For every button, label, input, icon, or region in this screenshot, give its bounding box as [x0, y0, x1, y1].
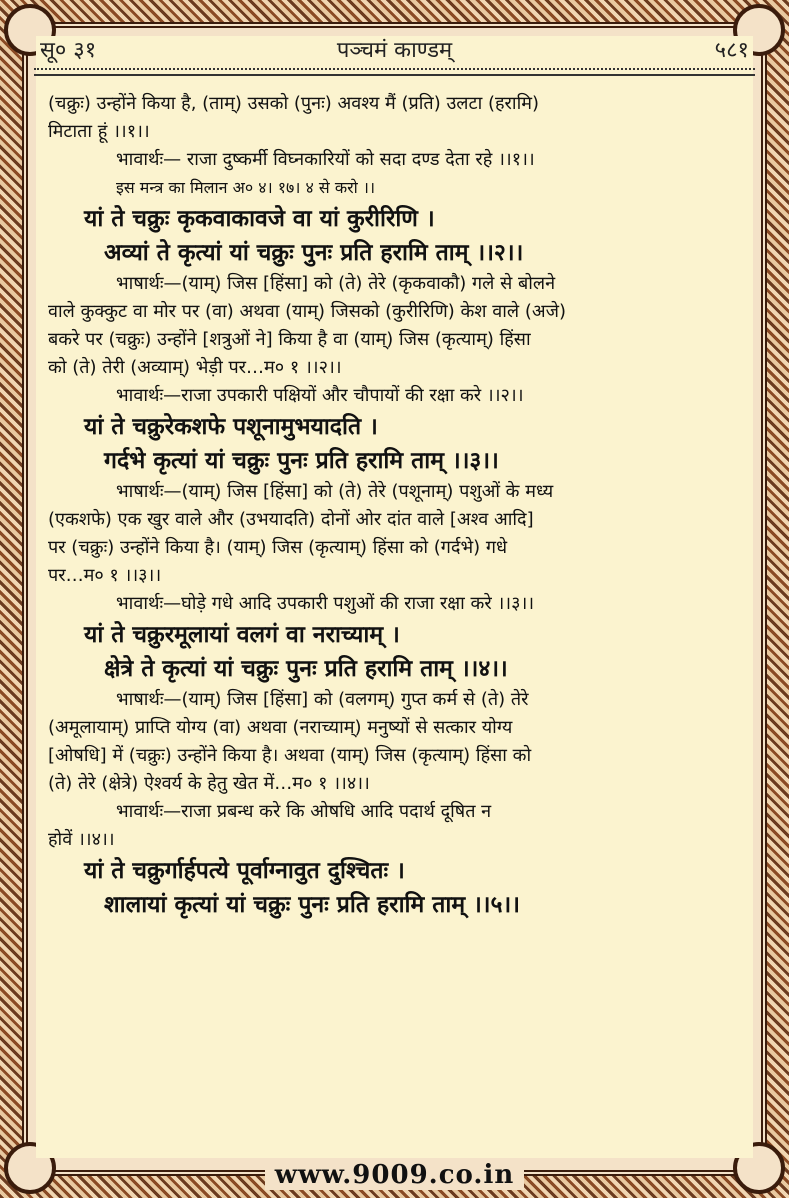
bhavarth-line: भावार्थः—घोड़े गधे आदि उपकारी पशुओं की राजा रक्षा करे ।।३।। — [116, 593, 535, 614]
mantra-line: यां ते चक्रुः कृकवाकावजे वा यां कुरीरिणि । — [84, 206, 435, 232]
mantra-line: यां ते चक्रुर्गार्हपत्ये पूर्वाग्नावुत दुश्चितः । — [84, 858, 405, 884]
text-line: (अमूलायाम्) प्राप्ति योग्य (वा) अथवा (नराच्याम्) मनुष्यों से सत्कार योग्य — [48, 717, 513, 738]
mantra-line: अव्यां ते कृत्यां यां चक्रुः पुनः प्रति हरामि ताम् ।।२।। — [104, 240, 524, 266]
text-line: होवें ।।४।। — [48, 829, 115, 850]
header-rule — [34, 68, 755, 76]
bhasharth-line: भाषार्थः—(याम्) जिस [हिंसा] को (ते) तेरे (पशूनाम्) पशुओं के मध्य — [116, 481, 554, 502]
page-number: ५८१ — [714, 38, 749, 63]
site-url: www.9009.co.in — [265, 1160, 525, 1190]
bhavarth-line: भावार्थः— राजा दुष्कर्मी विघ्नकारियों को सदा दण्ड देता रहे ।।१।। — [116, 149, 535, 170]
text-line: बकरे पर (चक्रुः) उन्होंने [शत्रुओं ने] किया है वा (याम्) जिस (कृत्याम्) हिंसा — [48, 329, 531, 350]
text-line: को (ते) तेरी (अव्याम्) भेड़ी पर…म० १ ।।२।। — [48, 357, 342, 378]
page-header — [40, 34, 749, 64]
text-line: (चक्रुः) उन्होंने किया है, (ताम्) उसको (पुनः) अवश्य मैं (प्रति) उलटा (हरामि) — [48, 93, 540, 114]
sukta-number: सू० ३१ — [40, 38, 97, 63]
bhasharth-line: भाषार्थः—(याम्) जिस [हिंसा] को (ते) तेरे (कृकवाकौ) गले से बोलने — [116, 273, 556, 294]
text-line: पर (चक्रुः) उन्होंने किया है। (याम्) जिस (कृत्याम्) हिंसा को (गर्दभे) गधे — [48, 537, 508, 558]
text-line: (ते) तेरे (क्षेत्रे) ऐश्वर्य के हेतु खेत में…म० १ ।।४।। — [48, 773, 370, 794]
page-title: पञ्चमं काण्डम् — [336, 38, 453, 63]
text-line: वाले कुक्कुट वा मोर पर (वा) अथवा (याम्) जिसको (कुरीरिणि) केश वाले (अजे) — [48, 301, 567, 322]
bhavarth-line: भावार्थः—राजा उपकारी पक्षियों और चौपायों की रक्षा करे ।।२।। — [116, 385, 524, 406]
text-line: (एकशफे) एक खुर वाले और (उभयादति) दोनों ओर दांत वाले [अश्व आदि] — [48, 509, 534, 530]
mantra-line: गर्दभे कृत्यां यां चक्रुः पुनः प्रति हरामि ताम् ।।३।। — [104, 448, 499, 474]
bhasharth-line: भाषार्थः—(याम्) जिस [हिंसा] को (वलगम्) गुप्त कर्म से (ते) तेरे — [116, 689, 529, 710]
mantra-line: यां ते चक्रुरेकशफे पशूनामुभयादति । — [84, 414, 378, 440]
page-body — [48, 90, 741, 922]
text-line: [ओषधि] में (चक्रुः) उन्होंने किया है। अथवा (याम्) जिस (कृत्याम्) हिंसा को — [48, 745, 532, 766]
mantra-line: यां ते चक्रुरमूलायां वलगं वा नराच्याम् । — [84, 622, 400, 648]
footer-watermark — [0, 1160, 789, 1194]
reference-line: इस मन्त्र का मिलान अ० ४। १७। ४ से करो ।। — [116, 178, 376, 197]
bhavarth-line: भावार्थः—राजा प्रबन्ध करे कि ओषधि आदि पदार्थ दूषित न — [116, 801, 492, 822]
mantra-line: क्षेत्रे ते कृत्यां यां चक्रुः पुनः प्रति हरामि ताम् ।।४।। — [104, 656, 508, 682]
text-line: मिटाता हूं ।।१।। — [48, 121, 150, 142]
text-line: पर…म० १ ।।३।। — [48, 565, 162, 586]
mantra-line: शालायां कृत्यां यां चक्रुः पुनः प्रति हरामि ताम् ।।५।। — [104, 892, 520, 918]
